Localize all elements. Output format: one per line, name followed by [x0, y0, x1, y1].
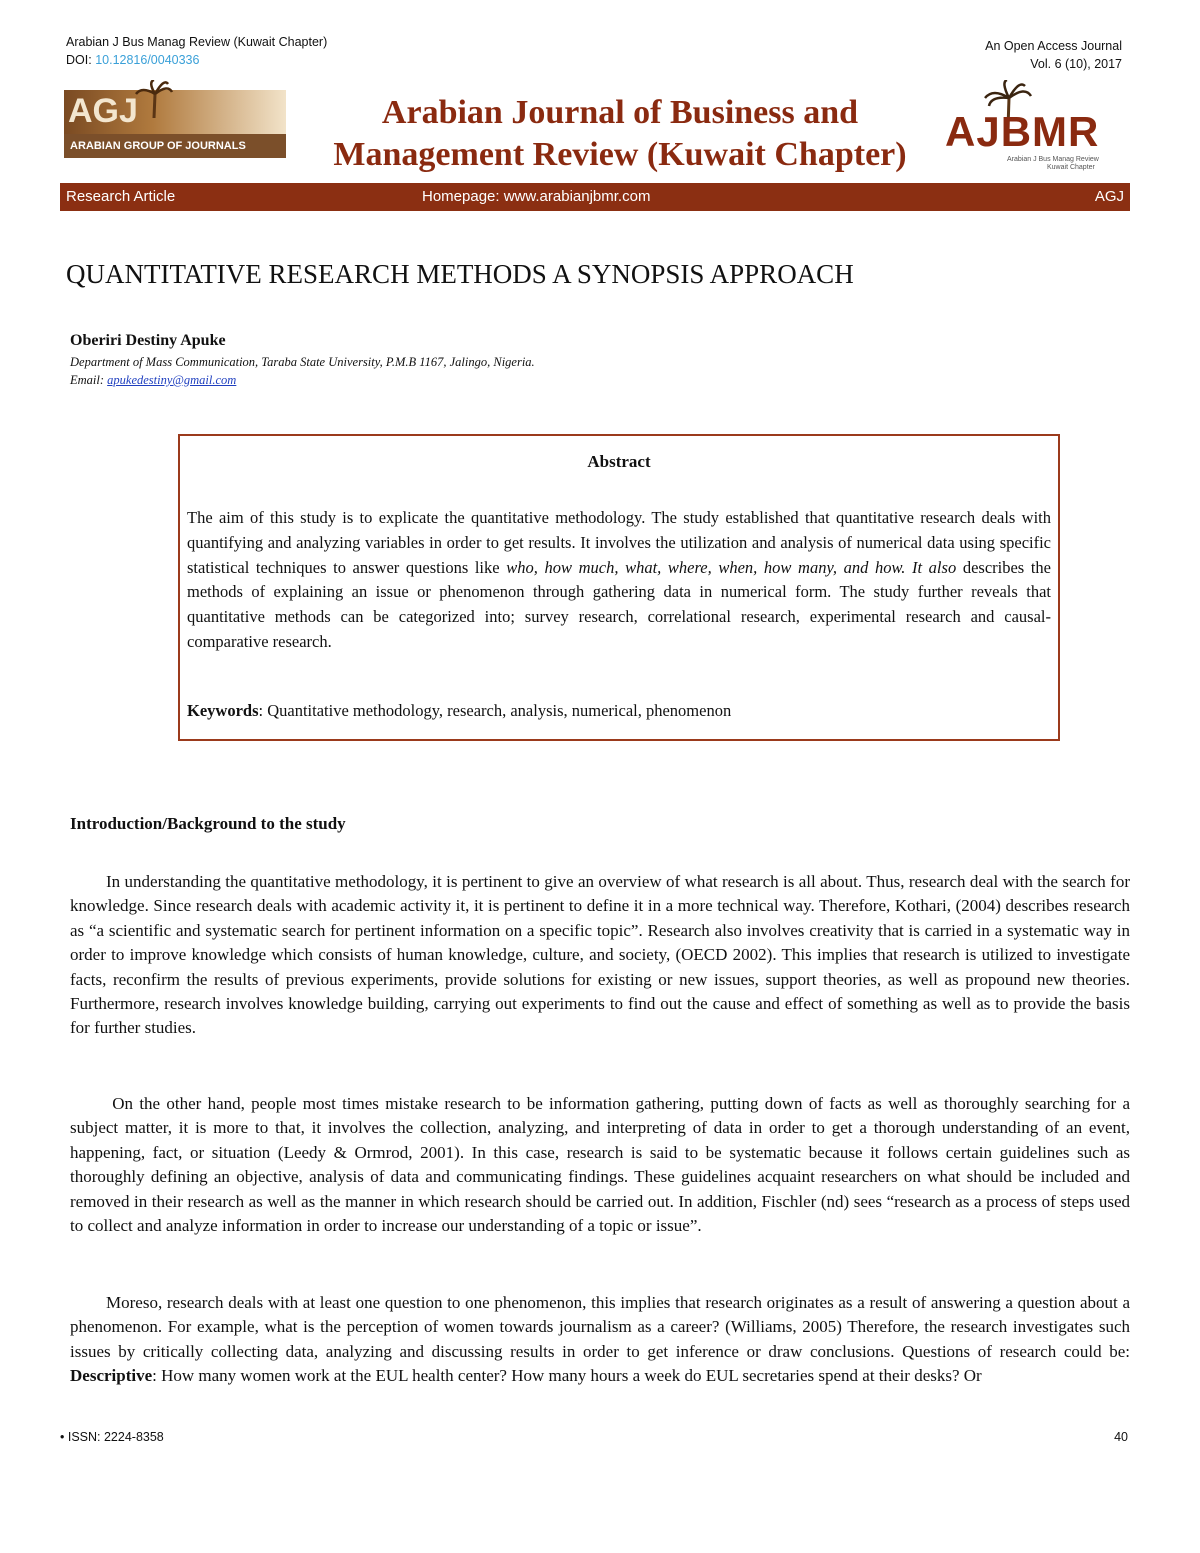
author-affiliation: Department of Mass Communication, Taraba State University, P.M.B 1167, Jalingo, Nigeria. — [70, 355, 535, 369]
journal-meta-left — [66, 33, 327, 69]
paragraph-3-text-part2: : How many women work at the EUL health center? How many hours a week do EUL secretaries spend at their desks? Or — [152, 1366, 982, 1386]
homepage-link[interactable]: Homepage: www.arabianjbmr.com — [422, 188, 651, 205]
ajbmr-logo-subtitle — [1007, 156, 1099, 172]
paragraph-2-text: On the other hand, people most times mistake research to be information gathering, putting down of facts as well as thoroughly searching for a subject matter, it is more to that, it involves the collection, analyzing, and interpreting of data in order to get a thorough understanding of an event, happening, fact, or situation (Leedy & Ormrod, 2001). In this case, research is said to be systematic because it follows certain guidelines such as thoroughly defining an objective, analysis of data and communicating findings. These guidelines acquaint researchers on what should be included and removed in their research as well as the manner in which research should be carried out. In addition, Fischler (nd) sees “research as a process of steps used to collect and analyze information in order to increase our understanding of a topic or issue”. — [70, 1094, 1130, 1236]
open-access-label: An Open Access Journal — [985, 39, 1122, 53]
palm-tree-icon — [134, 80, 174, 120]
journal-title-line1: Arabian Journal of Business and — [381, 94, 859, 131]
publisher-tag: AGJ — [1094, 188, 1124, 205]
paragraph-3-text-part1: Moreso, research deals with at least one question to one phenomenon, this implies that research originates as a result of answering a question about a phenomenon. For example, what is the perception of women towards journalism as a career? (Williams, 2005) Therefore, the research investigates such issues by critically collecting data, analyzing and discussing results in order to get inference or draw conclusions. Questions of research could be: — [70, 1293, 1130, 1361]
abstract-heading: Abstract — [587, 452, 651, 471]
paragraph-1-text: In understanding the quantitative methodology, it is pertinent to give an overview of what research is all about. Thus, research deal with the search for knowledge. Since research deals with academic activity it, it is pertinent to define it in a more technical way. Therefore, Kothari, (2004) describes research as “a scientific and systematic search for pertinent information on a specific topic”. Research also involves creativity that is carried in a systematic way in order to improve knowledge which consists of human knowledge, culture, and society, (OECD 2002). This implies that research is utilized to investigate facts, reconfirm the results of previous experiments, provide solutions for existing or new issues, support theories, as well as propound new theories. Furthermore, research involves knowledge building, carrying out experiments to find out the cause and effect of something as well as to provide the basis for further studies. — [70, 872, 1130, 1038]
body-paragraph-2 — [70, 1092, 1130, 1238]
doi-line — [66, 51, 327, 69]
doi-link[interactable]: 10.12816/0040336 — [95, 53, 200, 67]
abstract-text-part1: The aim of this study is to explicate the quantitative methodology. The study established that quantitative research deals with quantifying and analyzing variables in order to get results. It involves the utilization and analysis of numerical data using specific statistical techniques to answer questions like — [187, 508, 1051, 577]
agj-logo-word: AGJ — [68, 92, 138, 130]
journal-short-name: Arabian J Bus Manag Review (Kuwait Chapter) — [66, 35, 328, 49]
doi-label: DOI: — [66, 53, 92, 67]
body-paragraph-1 — [70, 870, 1130, 1041]
paragraph-3-bold-term: Descriptive — [70, 1366, 153, 1386]
agj-logo — [64, 90, 286, 158]
section-heading: Introduction/Background to the study — [70, 814, 346, 833]
abstract-keywords — [187, 701, 1051, 721]
abstract-box — [178, 434, 1060, 741]
abstract-text — [187, 506, 1051, 655]
article-type: Research Article — [66, 188, 176, 205]
email-link[interactable]: apukedestiny@gmail.com — [107, 373, 237, 387]
ajbmr-logo — [945, 80, 1135, 178]
ajbmr-subtitle-line1: Arabian J Bus Manag Review — [1007, 156, 1099, 163]
agj-logo-caption: ARABIAN GROUP OF JOURNALS — [64, 134, 286, 158]
ajbmr-subtitle-line2: Kuwait Chapter — [1047, 164, 1095, 171]
keywords-list: : Quantitative methodology, research, analysis, numerical, phenomenon — [258, 701, 732, 720]
ajbmr-logo-word: AJBMR — [945, 108, 1100, 155]
keywords-label: Keywords — [187, 701, 259, 720]
paper-title: QUANTITATIVE RESEARCH METHODS A SYNOPSIS APPROACH — [66, 259, 854, 289]
article-type-band — [60, 183, 1130, 211]
journal-title-line2: Management Review (Kuwait Chapter) — [333, 136, 907, 173]
page-number: 40 — [1114, 1430, 1128, 1444]
author-email-line — [70, 373, 236, 388]
email-label: Email: — [70, 373, 105, 387]
body-paragraph-3 — [70, 1291, 1130, 1389]
footer-issn: • ISSN: 2224-8358 — [60, 1430, 164, 1444]
abstract-text-italic: who, how much, what, where, when, how many, and how. It also — [506, 557, 957, 577]
journal-meta-right — [985, 37, 1122, 73]
abstract-text-part2: describes the methods of explaining an issue or phenomenon through gathering data in numerical form. The study further reveals that quantitative methods can be categorized into; survey research, correlational research, experimental research and causal-comparative research. — [187, 557, 1051, 651]
volume-info: Vol. 6 (10), 2017 — [1030, 57, 1122, 71]
author-name: Oberiri Destiny Apuke — [70, 332, 226, 349]
journal-title — [300, 92, 940, 176]
